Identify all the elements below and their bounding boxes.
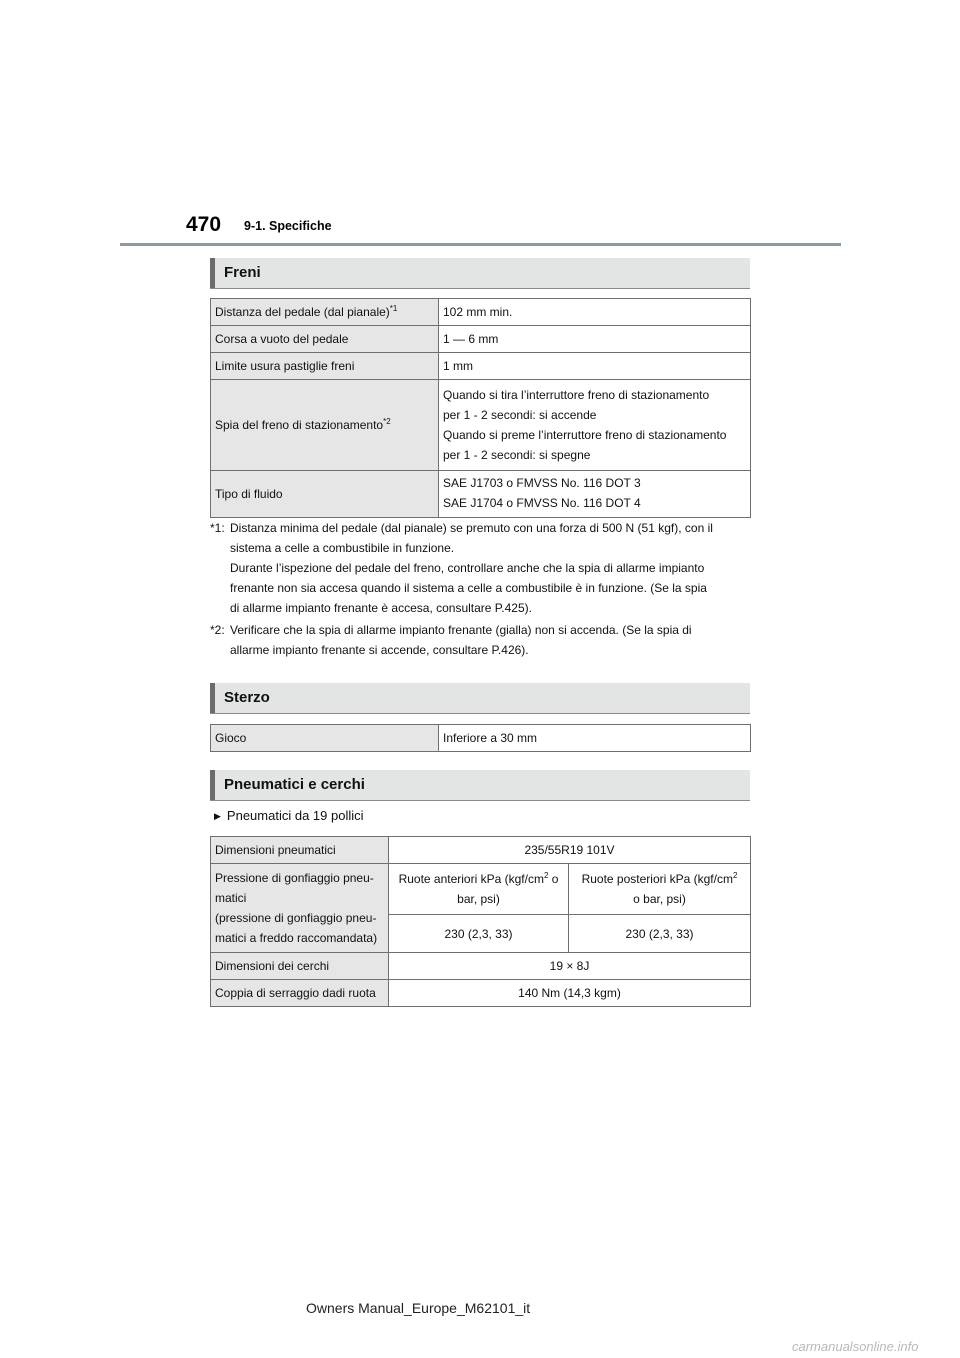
section-title: 9-1. Specifiche: [244, 219, 332, 233]
table-row: [211, 380, 751, 471]
header-divider: [120, 243, 841, 246]
row-value: 235/55R19 101V: [389, 837, 751, 864]
triangle-bullet-icon: ▶: [214, 811, 221, 821]
table-row: [211, 471, 751, 518]
watermark: carmanualsonline.info: [792, 1339, 919, 1354]
section-heading-steering: [210, 683, 750, 714]
row-label: Distanza del pedale (dal pianale)$^{*1}$: [211, 299, 439, 326]
subsection-bullet: ▶ Pneumatici da 19 pollici: [214, 808, 364, 823]
footnote: *2: Verificare che la spia di allarme impianto frenante (gialla) non si accenda. (Se la spia di allarme impianto frenante si accende, consultare P.426).: [210, 620, 750, 660]
row-value: Inferiore a 30 mm: [439, 725, 751, 752]
footnote-mark: *1:: [210, 521, 225, 535]
heading-title: Pneumatici e cerchi: [224, 776, 365, 793]
row-value: 1 mm: [439, 353, 751, 380]
row-value: 140 Nm (14,3 kgm): [389, 980, 751, 1007]
brakes-table: [210, 298, 751, 518]
heading-accent-bar: [210, 683, 215, 713]
rear-wheels-header: Ruote posteriori kPa ($kgf/cm^2$ o bar, psi): [569, 864, 751, 915]
footnote: *1: Distanza minima del pedale (dal pianale) se premuto con una forza di 500 N (51 kgf), con il sistema a celle a combustibile in funzione. Durante l’ispezione del pedale del freno, controllare anche che la spia di allarme impianto frenante non sia accesa quando il sistema a celle a combustibile è in funzione. (Se la spia di allarme impianto frenante è accesa, consultare P.425).: [210, 518, 750, 618]
row-label: Corsa a vuoto del pedale: [211, 326, 439, 353]
front-wheels-header: Ruote anteriori kPa ($kgf/cm^2$ o bar, psi): [389, 864, 569, 915]
tires-table: [210, 836, 751, 1007]
row-value: SAE J1703 o FMVSS No. 116 DOT 3 SAE J1704 o FMVSS No. 116 DOT 4: [439, 471, 751, 518]
table-row: [211, 299, 751, 326]
row-label: Pressione di gonfiaggio pneu- matici (pressione di gonfiaggio pneu- matici a freddo raccomandata): [211, 864, 389, 953]
row-label: Dimensioni dei cerchi: [211, 953, 389, 980]
row-label: Spia del freno di stazionamento$^{*2}$: [211, 380, 439, 471]
row-value: 1 — 6 mm: [439, 326, 751, 353]
row-label: Dimensioni pneumatici: [211, 837, 389, 864]
row-value: 102 mm min.: [439, 299, 751, 326]
front-pressure-value: 230 (2,3, 33): [389, 915, 569, 953]
row-label: Tipo di fluido: [211, 471, 439, 518]
page-number: 470: [186, 213, 222, 236]
row-label: Coppia di serraggio dadi ruota: [211, 980, 389, 1007]
section-heading-tires: [210, 770, 750, 801]
heading-title: Freni: [224, 264, 261, 281]
steering-table: [210, 724, 751, 752]
table-row: [211, 353, 751, 380]
document-footer: Owners Manual_Europe_M62101_it: [306, 1300, 531, 1316]
heading-accent-bar: [210, 258, 215, 288]
row-label: Limite usura pastiglie freni: [211, 353, 439, 380]
table-row: [211, 864, 751, 915]
table-row: [211, 725, 751, 752]
row-label: Gioco: [211, 725, 439, 752]
row-value: 19 × 8J: [389, 953, 751, 980]
table-row: [211, 837, 751, 864]
heading-title: Sterzo: [224, 689, 270, 706]
table-row: [211, 953, 751, 980]
heading-accent-bar: [210, 770, 215, 800]
table-row: [211, 980, 751, 1007]
footnotes: [210, 518, 750, 660]
footnote-mark: *2:: [210, 623, 225, 637]
table-row: [211, 326, 751, 353]
rear-pressure-value: 230 (2,3, 33): [569, 915, 751, 953]
section-heading-brakes: [210, 258, 750, 289]
row-value: Quando si tira l’interruttore freno di stazionamento per 1 - 2 secondi: si accende Quando si preme l’interruttore freno di stazionamento per 1 - 2 secondi: si spegne: [439, 380, 751, 471]
